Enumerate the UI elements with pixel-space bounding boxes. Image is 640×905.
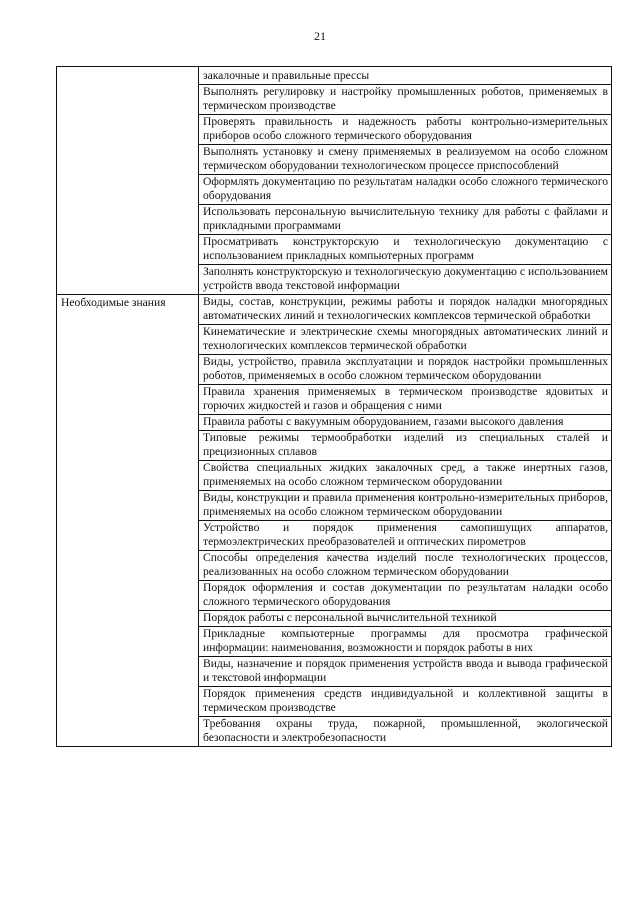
- requirement-cell: Использовать персональную вычислительную технику для работы с файлами и прикладными программами: [199, 205, 612, 235]
- requirement-cell: Виды, состав, конструкции, режимы работы и порядок наладки многорядных автоматических линий и технологических комплексов термической обработки: [199, 295, 612, 325]
- requirement-cell: Порядок оформления и состав документации по результатам наладки особо сложного термического оборудования: [199, 581, 612, 611]
- requirement-cell: Способы определения качества изделий после технологических процессов, реализованных на особо сложном термическом оборудовании: [199, 551, 612, 581]
- requirement-cell: Выполнять установку и смену применяемых в реализуемом на особо сложном термическом оборудовании технологическом процессе приспособлений: [199, 145, 612, 175]
- table-row: [57, 67, 612, 85]
- table-row: [57, 295, 612, 325]
- page-number: 21: [314, 29, 326, 43]
- requirement-cell: Заполнять конструкторскую и технологическую документацию с использованием устройств ввода текстовой информации: [199, 265, 612, 295]
- requirement-cell: Типовые режимы термообработки изделий из специальных сталей и прецизионных сплавов: [199, 431, 612, 461]
- requirement-cell: Виды, назначение и порядок применения устройств ввода и вывода графической и текстовой информации: [199, 657, 612, 687]
- requirement-cell: Свойства специальных жидких закалочных сред, а также инертных газов, применяемых на особо сложном термическом оборудовании: [199, 461, 612, 491]
- table-body: [57, 67, 612, 747]
- competency-table: [56, 66, 611, 747]
- requirement-cell: Правила хранения применяемых в термическом производстве ядовитых и горючих жидкостей и газов и обращения с ними: [199, 385, 612, 415]
- requirement-cell: Прикладные компьютерные программы для просмотра графической информации: наименования, возможности и порядок работы в них: [199, 627, 612, 657]
- row-label: Необходимые знания: [57, 295, 199, 747]
- requirement-cell: Выполнять регулировку и настройку промышленных роботов, применяемых в термическом производстве: [199, 85, 612, 115]
- requirement-cell: Проверять правильность и надежность работы контрольно-измерительных приборов особо сложного термического оборудования: [199, 115, 612, 145]
- requirement-cell: Устройство и порядок применения самопишущих аппаратов, термоэлектрических преобразователей и оптических пирометров: [199, 521, 612, 551]
- requirement-cell: Виды, устройство, правила эксплуатации и порядок настройки промышленных роботов, применяемых в особо сложном термическом оборудовании: [199, 355, 612, 385]
- requirement-cell: Порядок работы с персональной вычислительной техникой: [199, 611, 612, 627]
- requirement-cell: Порядок применения средств индивидуальной и коллективной защиты в термическом производстве: [199, 687, 612, 717]
- requirement-cell: закалочные и правильные прессы: [199, 67, 612, 85]
- requirement-cell: Оформлять документацию по результатам наладки особо сложного термического оборудования: [199, 175, 612, 205]
- requirement-cell: Требования охраны труда, пожарной, промышленной, экологической безопасности и электробезопасности: [203, 717, 608, 744]
- requirement-cell: Просматривать конструкторскую и технологическую документацию с использованием прикладных компьютерных программ: [199, 235, 612, 265]
- requirement-cell: Кинематические и электрические схемы многорядных автоматических линий и технологических комплексов термической обработки: [199, 325, 612, 355]
- row-label: [57, 67, 199, 295]
- requirement-cell: Виды, конструкции и правила применения контрольно-измерительных приборов, применяемых на особо сложном термическом оборудовании: [199, 491, 612, 521]
- requirement-cell: Правила работы с вакуумным оборудованием, газами высокого давления: [199, 415, 612, 431]
